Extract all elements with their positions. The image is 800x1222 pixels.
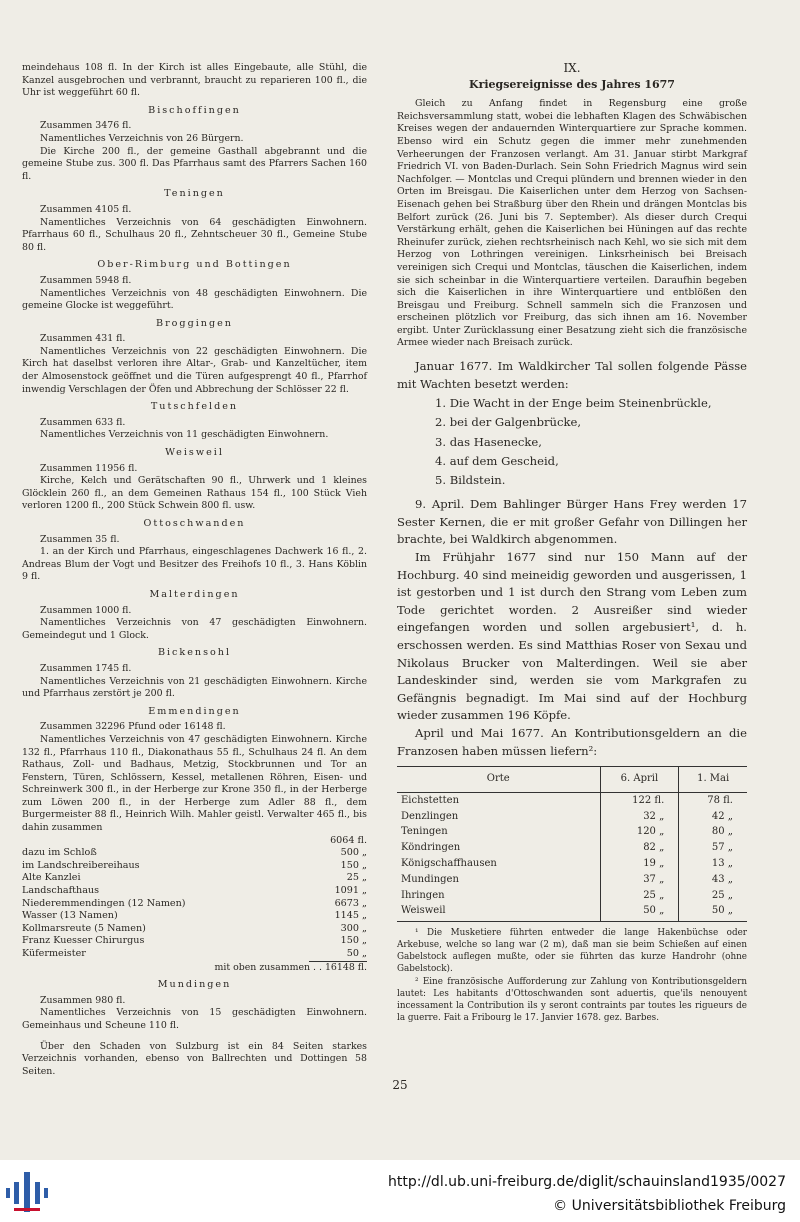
damage-sum-table bbox=[22, 835, 367, 962]
section-title: Ober-Rimburg und Bottingen bbox=[97, 259, 292, 271]
section-sum: Zusammen 11956 fl. bbox=[40, 462, 138, 474]
table-row bbox=[22, 835, 367, 848]
section-title: Ottoschwanden bbox=[143, 518, 246, 529]
section-title: Emmendingen bbox=[148, 705, 241, 717]
place-cell: Mundingen bbox=[401, 873, 459, 885]
table-row bbox=[22, 898, 367, 911]
section-title: Malterdingen bbox=[149, 588, 240, 600]
section-total: mit oben zusammen . . 16148 fl. bbox=[214, 961, 367, 973]
table-row bbox=[22, 923, 367, 936]
section-title: Teningen bbox=[164, 188, 225, 200]
table-row bbox=[397, 856, 747, 872]
section-text: Namentliches Verzeichnis von 21 geschädigten Einwohnern. Kirche und Pfarrhaus zerstört je 200 fl. bbox=[22, 675, 367, 700]
row-label: Landschafthaus bbox=[22, 885, 100, 897]
list-item: 3. das Hasenecke, bbox=[435, 434, 542, 449]
table-row bbox=[397, 809, 747, 825]
row-label: im Landschreibereihaus bbox=[22, 859, 140, 871]
column-header: Orte bbox=[397, 767, 600, 793]
section-text: Kirche, Kelch und Gerätschaften 90 fl., Uhrwerk und 1 kleines Glöcklein 260 fl., an dem Gemeinen Rathaus 154 fl., 100 Stück Vieh verloren 1200 fl., 200 Stück Schwein 800 fl. usw. bbox=[22, 475, 367, 512]
row-value: 6064 fl. bbox=[330, 834, 367, 846]
row-label: Alte Kanzlei bbox=[22, 872, 81, 884]
section-title: Bischoffingen bbox=[148, 104, 241, 116]
may-cell: 50 „ bbox=[679, 903, 747, 921]
april-cell: 122 fl. bbox=[600, 792, 679, 808]
chapter-number: IX. bbox=[563, 61, 581, 75]
may-cell: 80 „ bbox=[679, 824, 747, 840]
table-row bbox=[397, 792, 747, 808]
row-label: Wasser (13 Namen) bbox=[22, 910, 118, 922]
permalink-url[interactable]: http://dl.ub.uni-freiburg.de/diglit/schauinsland1935/0027 bbox=[388, 1174, 786, 1190]
row-value: 50 „ bbox=[309, 948, 367, 961]
place-cell: Ihringen bbox=[401, 889, 445, 901]
pass-list bbox=[435, 394, 747, 490]
row-label: Kollmarsreute (5 Namen) bbox=[22, 922, 146, 934]
row-value: 6673 „ bbox=[334, 897, 367, 909]
table-row bbox=[22, 885, 367, 898]
section-sum: Zusammen 431 fl. bbox=[40, 333, 126, 345]
section-text: Namentliches Verzeichnis von 26 Bürgern. bbox=[40, 132, 244, 144]
april-cell: 120 „ bbox=[600, 824, 679, 840]
section-sum: Zusammen 5948 fl. bbox=[40, 274, 132, 286]
table-row bbox=[22, 847, 367, 860]
section-title: Broggingen bbox=[156, 317, 233, 329]
table-row bbox=[397, 903, 747, 921]
place-cell: Denzlingen bbox=[401, 810, 459, 822]
place-cell: Weisweil bbox=[397, 903, 600, 921]
section-sum: Zusammen 4105 fl. bbox=[40, 203, 132, 215]
contribution-table bbox=[397, 766, 747, 922]
may-cell: 13 „ bbox=[679, 856, 747, 872]
section-text: Namentliches Verzeichnis von 48 geschädigten Einwohnern. Die gemeine Glocke ist weggeführt. bbox=[22, 287, 367, 312]
footnote-2: ² Eine französische Aufforderung zur Zahlung von Kontributionsgeldern lautet: Les habitants d'Ottoschwanden sont aduertis, que'ils nenouyent incessament la Contribution ils y seront contraints par toutes les rigueurs de la guerre. Fait a Fribourg le 17. Janvier 1678. gez. Barbes. bbox=[397, 977, 747, 1023]
april-paragraph: 9. April. Dem Bahlinger Bürger Hans Frey werden 17 Sester Kernen, die er mit großer Gefahr von Dillingen her brachte, bei Waldkirch abgenommen. bbox=[397, 497, 747, 547]
university-library-logo-icon bbox=[4, 1168, 50, 1216]
section-text: 1. an der Kirch und Pfarrhaus, eingeschlagenes Dachwerk 16 fl., 2. Andreas Blum der Vogt und Besitzer des Freihofs 10 fl., 3. Hans Köblin 9 fl. bbox=[22, 546, 367, 583]
table-row bbox=[22, 872, 367, 885]
table-row bbox=[397, 824, 747, 840]
table-header-row bbox=[397, 767, 747, 793]
section-sum: Zusammen 1000 fl. bbox=[40, 604, 132, 616]
january-paragraph: Januar 1677. Im Waldkircher Tal sollen folgende Pässe mit Wachten besetzt werden: bbox=[397, 359, 747, 391]
contribution-paragraph: April und Mai 1677. An Kontributionsgeldern an die Franzosen haben müssen liefern²: bbox=[397, 725, 747, 758]
column-header: 1. Mai bbox=[679, 767, 747, 793]
may-cell: 25 „ bbox=[679, 888, 747, 904]
row-label: Küfermeister bbox=[22, 948, 86, 960]
section-title: Tutschfelden bbox=[150, 401, 239, 413]
place-cell: Teningen bbox=[401, 826, 448, 838]
place-cell: Eichstetten bbox=[401, 794, 460, 806]
chapter-title: Kriegsereignisse des Jahres 1677 bbox=[469, 77, 675, 91]
column-header: 6. April bbox=[600, 767, 679, 793]
section-text: Namentliches Verzeichnis von 47 geschädigten Einwohnern. Kirche 132 fl., Pfarrhaus 110 fl., Diakonathaus 55 fl., Schulhaus 24 fl. An dem Rathaus, Zoll- und Badhaus, Metzig, Stockbrunnen und Tor an Fenstern, Türen, Schlössern, Kessel, metallenen Röhren, Eisen- und Schreinwerk 300 fl., in der Herberge zur Krone 350 fl., in der Herberge zum Löwen 200 fl., in der Herberge zum Adler 88 fl., dem Burgermeister 88 fl., Heinrich Wilh. Mahler geistl. Verwalter 465 fl., bis dahin zusammen bbox=[22, 733, 367, 834]
section-text: Namentliches Verzeichnis von 11 geschädigten Einwohnern. bbox=[40, 429, 329, 441]
row-label: Franz Kuesser Chirurgus bbox=[22, 935, 145, 947]
april-cell: 37 „ bbox=[600, 872, 679, 888]
right-column bbox=[397, 62, 747, 1025]
section-sum: Zusammen 3476 fl. bbox=[40, 120, 132, 132]
row-value: 150 „ bbox=[340, 859, 367, 871]
section-title: Mundingen bbox=[157, 979, 232, 991]
section-text: Namentliches Verzeichnis von 15 geschädigten Einwohnern. Gemeinhaus und Scheune 110 fl. bbox=[22, 1007, 367, 1031]
row-label bbox=[22, 835, 309, 848]
april-cell: 50 „ bbox=[600, 903, 679, 921]
may-cell: 42 „ bbox=[679, 809, 747, 825]
table-row bbox=[22, 860, 367, 873]
list-item: 1. Die Wacht in der Enge beim Steinenbrückle, bbox=[435, 396, 712, 411]
section-sum: Zusammen 633 fl. bbox=[40, 416, 126, 428]
row-value: 300 „ bbox=[340, 922, 367, 934]
row-value: 1091 „ bbox=[334, 885, 367, 897]
april-cell: 82 „ bbox=[600, 840, 679, 856]
row-value: 25 „ bbox=[346, 872, 367, 884]
list-item: 5. Bildstein. bbox=[435, 473, 506, 488]
viewer-footer bbox=[0, 1160, 800, 1222]
april-cell: 19 „ bbox=[600, 856, 679, 872]
section-text: Namentliches Verzeichnis von 64 geschädigten Einwohnern. Pfarrhaus 60 fl., Schulhaus 20 fl., Zehntscheuer 30 fl., Gemeine Stube 80 fl. bbox=[22, 216, 367, 253]
row-value: 1145 „ bbox=[334, 910, 367, 922]
page-number: 25 bbox=[392, 1078, 408, 1092]
list-item: 4. auf dem Gescheid, bbox=[435, 453, 559, 468]
row-label: Niederemmendingen (12 Namen) bbox=[22, 897, 186, 909]
intro-paragraph: meindehaus 108 fl. In der Kirch ist alles Eingebaute, alle Stühl, die Kanzel ausgebrochen und verbrannt, braucht zu reparieren 100 fl., die Uhr ist weggeführt 60 fl. bbox=[22, 62, 367, 99]
row-label: dazu im Schloß bbox=[22, 847, 97, 859]
may-cell: 43 „ bbox=[679, 872, 747, 888]
section-sum: Zusammen 32296 Pfund oder 16148 fl. bbox=[40, 721, 226, 733]
closing-paragraph: Über den Schaden von Sulzburg ist ein 84 Seiten starkes Verzeichnis vorhanden, ebenso von Ballrechten und Dottingen 58 Seiten. bbox=[22, 1040, 367, 1077]
table-row bbox=[22, 910, 367, 923]
section-title: Weisweil bbox=[165, 447, 224, 459]
may-cell: 57 „ bbox=[679, 840, 747, 856]
place-cell: Königschaffhausen bbox=[401, 857, 497, 869]
section-text: Die Kirche 200 fl., der gemeine Gasthall abgebrannt und die gemeine Stube zus. 300 fl. Das Pfarrhaus samt des Pfarrers Sachen 160 fl. bbox=[22, 145, 367, 182]
table-row bbox=[397, 872, 747, 888]
row-value: 500 „ bbox=[340, 847, 367, 859]
april-cell: 25 „ bbox=[600, 888, 679, 904]
section-sum: Zusammen 980 fl. bbox=[40, 994, 126, 1006]
place-cell: Köndringen bbox=[401, 842, 461, 854]
left-column bbox=[22, 62, 367, 1078]
footnote-1: ¹ Die Musketiere führten entweder die lange Hakenbüchse oder Arkebuse, welche so lang war (2 m), daß man sie beim Schießen auf einen Gabelstock auflegen mußte, oder sie führten das kurze Handrohr (ohne Gabelstock). bbox=[397, 928, 747, 974]
copyright-notice: © Universitätsbibliothek Freiburg bbox=[553, 1198, 786, 1214]
chapter-intro: Gleich zu Anfang findet in Regensburg eine große Reichsversammlung statt, wobei die lebhaften Klagen des Schwäbischen Kreises wegen der andauernden Winterquartiere zur Sprache kommen. Ebenso wird ein Schutz gegen die immer mehr zunehmenden Verheerungen der Franzosen verlangt. Am 31. Januar stirbt Markgraf Friedrich VI. von Baden-Durlach. Sein Sohn Friedrich Magnus wird sein Nachfolger. — Montclas und Crequi plündern und brennen wieder in den Orten im Breisgau. Die Kaiserlichen unter dem Herzog von Sachsen-Eisenach gehen bei Straßburg über den Rhein und drängen Montclas bis Belfort zurück (26. Juni bis 7. September). Als dieser durch Crequi Verstärkung erhält, gehen die Kaiserlichen bei Hüningen auf das rechte Rheinufer zurück, ziehen rechtsrheinisch nach Kehl, wo sie sich mit dem Herzog von Lothringen vereinigen. Linksrheinisch bei Breisach vereinigen sich Crequi und Montclas, täuschen die Kaiserlichen, indem sie sich scheinbar in die Winterquartiere verteilen. Daraufhin begeben sich die Kaiserlichen in ihre Winterquartiere und entblößen den Breisgau und Freiburg. Schnell sammeln sich die Franzosen und erscheinen plötzlich vor Freiburg, das sich ihnen am 16. November ergibt. Unter Zurücklassung einer Besatzung zieht sich die französische Armee wieder nach Breisach zurück. bbox=[397, 98, 747, 349]
table-row bbox=[397, 888, 747, 904]
list-item: 2. bei der Galgenbrücke, bbox=[435, 415, 582, 430]
table-row bbox=[22, 948, 367, 961]
may-cell: 78 fl. bbox=[679, 792, 747, 808]
section-text: Namentliches Verzeichnis von 47 geschädigten Einwohnern. Gemeindegut und 1 Glock. bbox=[22, 617, 367, 641]
april-cell: 32 „ bbox=[600, 809, 679, 825]
section-sum: Zusammen 35 fl. bbox=[40, 533, 120, 545]
section-title: Bickensohl bbox=[157, 647, 232, 659]
row-value: 150 „ bbox=[340, 935, 367, 947]
table-row bbox=[22, 935, 367, 948]
section-text: Namentliches Verzeichnis von 22 geschädigten Einwohnern. Die Kirch hat daselbst verloren ihre Altar-, Grab- und Kanzeltücher, item der Almosenstock geöffnet und die Türen aufgesprengt 40 fl., Pfarrhof inwendig Verschlagen der Öfen und Abbrechung der Schlösser 22 fl. bbox=[22, 345, 367, 395]
table-row bbox=[397, 840, 747, 856]
hochburg-paragraph: Im Frühjahr 1677 sind nur 150 Mann auf der Hochburg. 40 sind meineidig geworden und ausgerissen, 1 ist gestorben und 1 ist durch den Strang vom Leben zum Tode gerichtet worden. 2 Ausreißer sind wieder eingefangen worden und sollen argebusiert¹, d. h. erschossen werden. Es sind Matthias Roser von Sexau und Nikolaus Brucker von Malterdingen. Weil sie aber Landeskinder sind, werden sie vom Markgrafen zu Gefängnis begnadigt. Im Mai sind auf der Hochburg wieder zusammen 196 Köpfe. bbox=[397, 550, 747, 723]
section-sum: Zusammen 1745 fl. bbox=[40, 662, 132, 674]
